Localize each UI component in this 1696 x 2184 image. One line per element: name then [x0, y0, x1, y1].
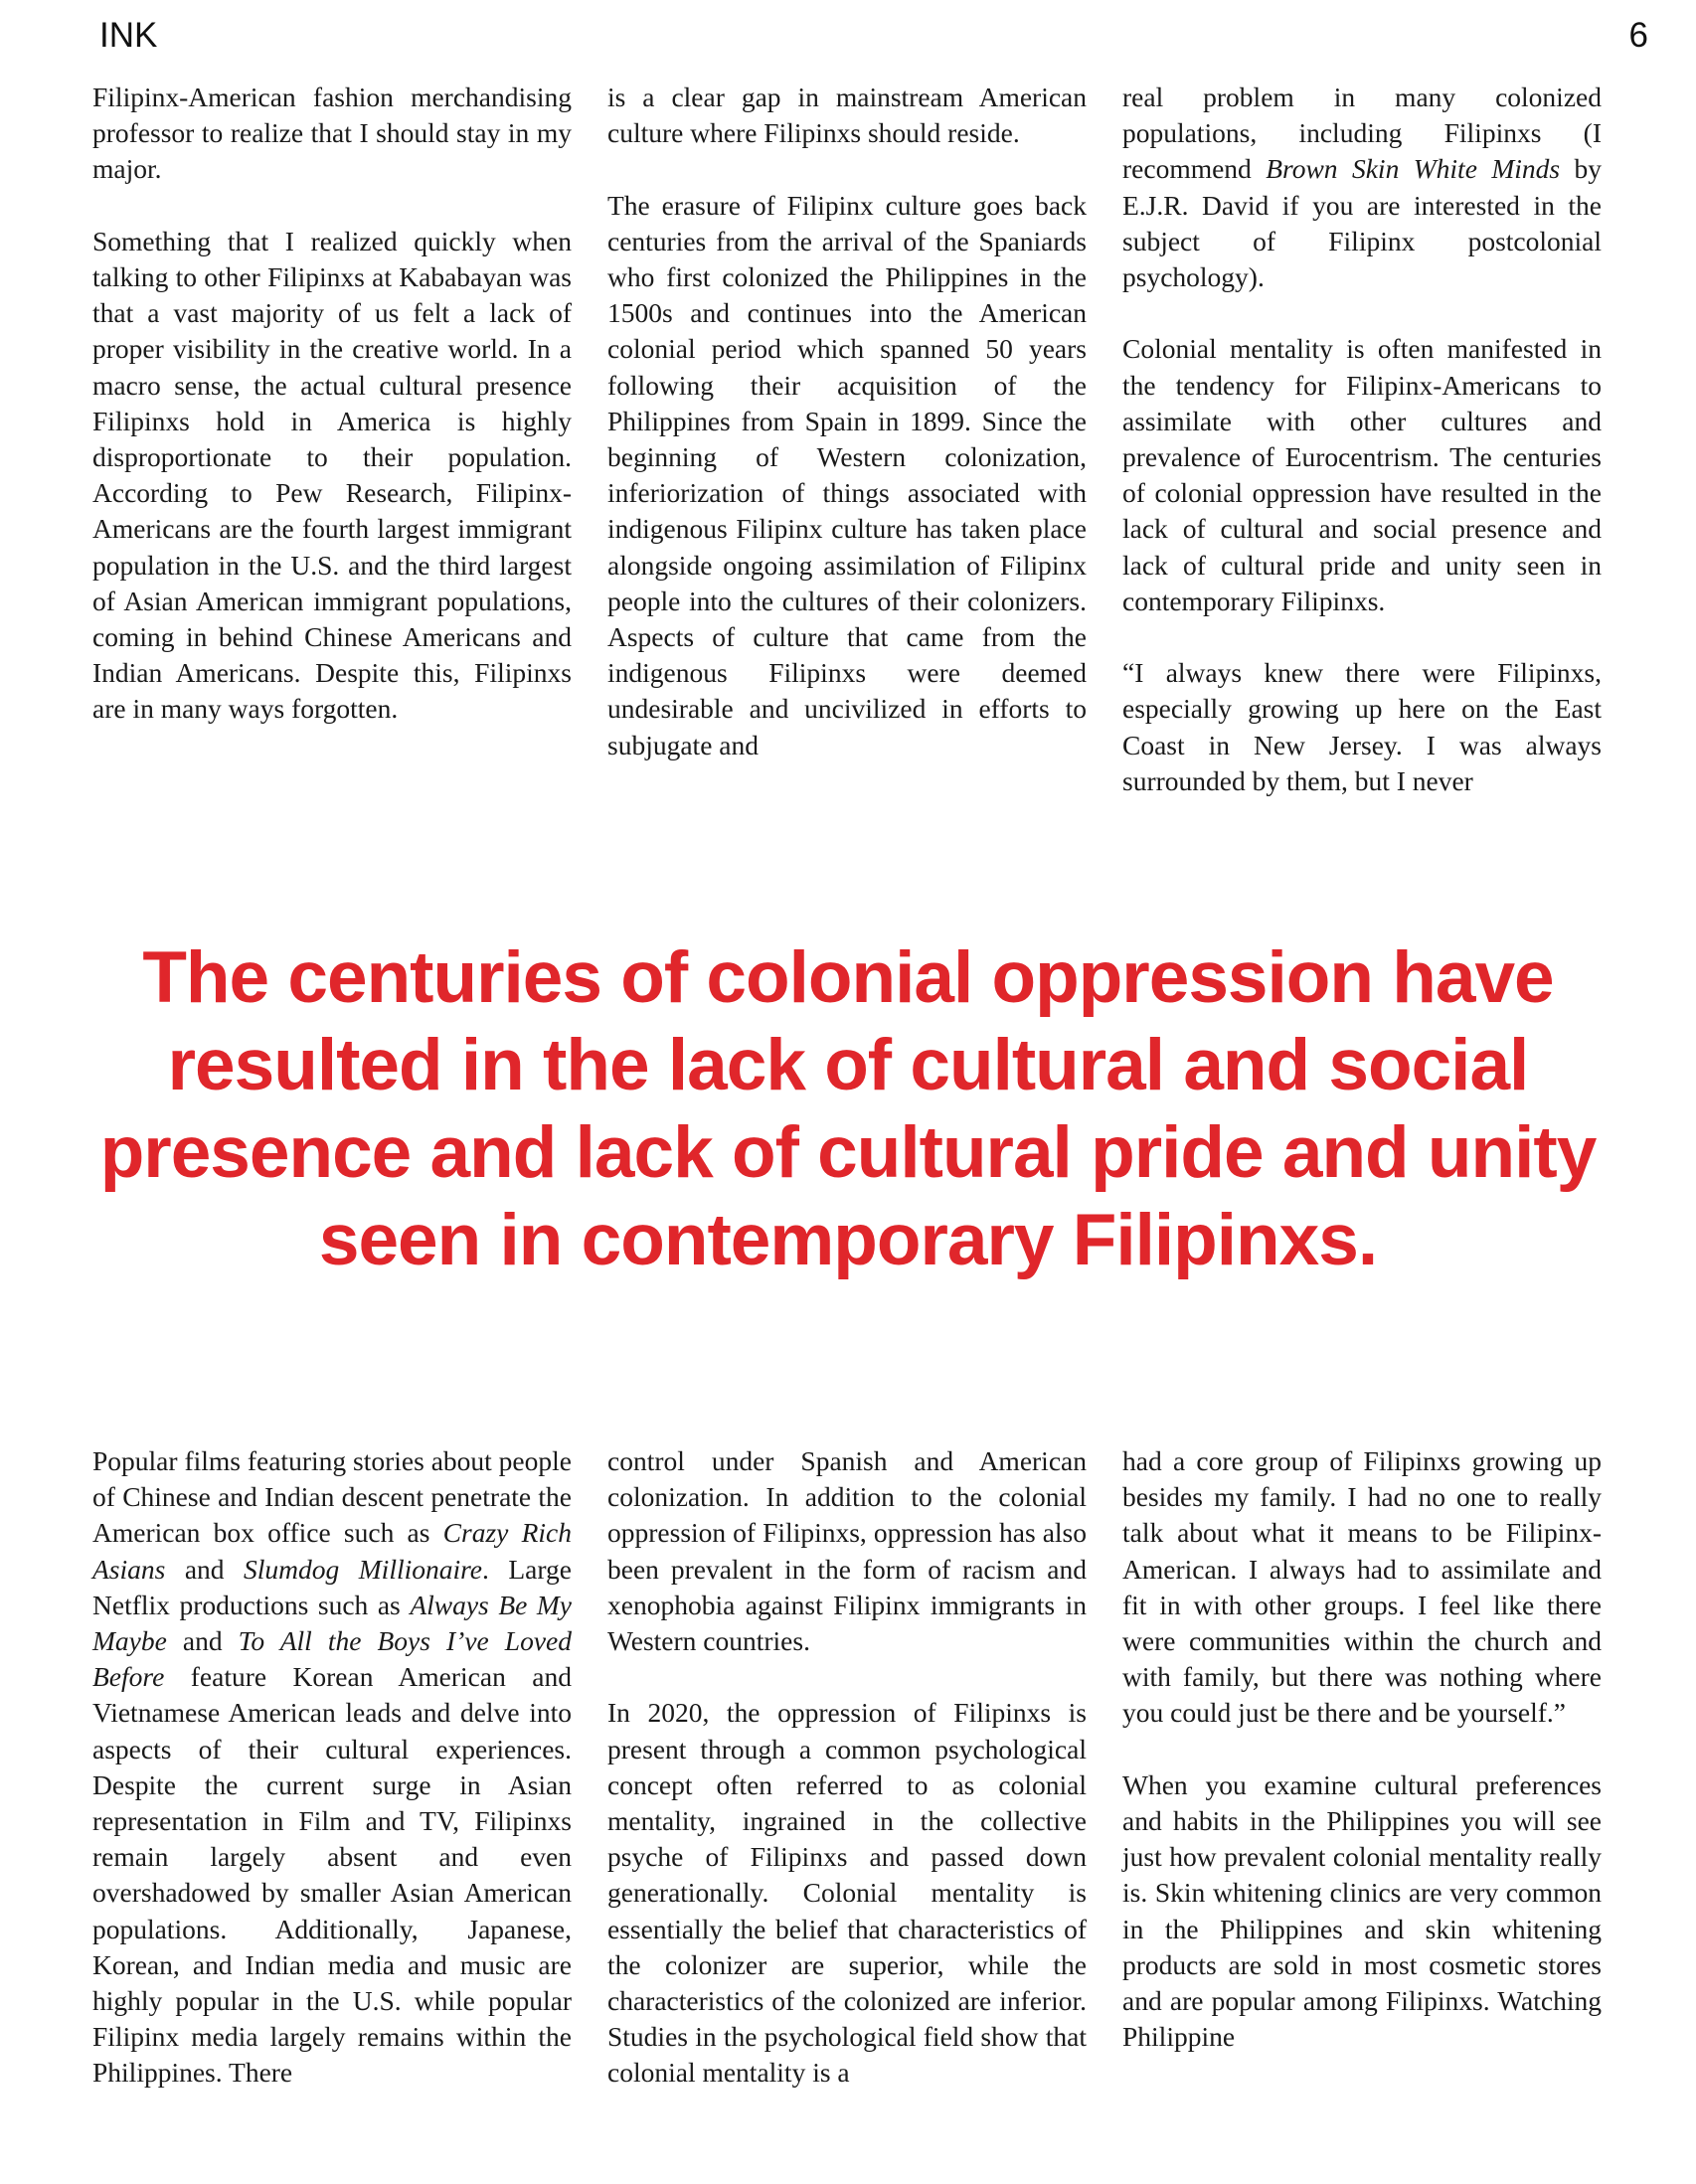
top-columns [92, 80, 1603, 799]
paragraph: In 2020, the oppression of Filipinxs is present through a common psychological concept often referred to as colonial mentality, ingrained in the collective psyche of Filipinxs and passed down generationally. Colonial mentality is essentially the belief that characteristics of the colonizer are superior, while the characteristics of the colonized are inferior. Studies in the psychological field show that colonial mentality is a [607, 1697, 1087, 2089]
paragraph: Colonial mentality is often manifested in the tendency for Filipinx-Americans to assimilate with other cultures and prevalence of Eurocentrism. The centuries of colonial oppression have resulted in the lack of cultural and social presence and lack of cultural pride and unity seen in contemporary Filipinxs. [1122, 333, 1602, 616]
film-title: Crazy Rich Asians [92, 1517, 572, 1585]
film-title: Slumdog Millionaire [244, 1553, 483, 1585]
film-title: Always Be My Maybe [92, 1589, 572, 1657]
paragraph: Filipinx-American fashion merchandising professor to realize that I should stay in my major. [92, 82, 572, 185]
text-run: by E.J.R. David if you are interested in the subject of Filipinx postcolonial psychology). [1122, 153, 1603, 293]
bottom-column-3 [1122, 1443, 1602, 2092]
publication-name: INK [99, 16, 158, 55]
text-run: and [166, 1625, 239, 1657]
paragraph: control under Spanish and American colonization. In addition to the colonial oppression of Filipinxs, oppression has also been prevalent in the form of racism and xenophobia against Filipinx immigrants in Western countries. [607, 1445, 1087, 1657]
film-title: To All the Boys I’ve Loved Before [92, 1625, 572, 1693]
paragraph: Something that I realized quickly when talking to other Filipinxs at Kababayan was that a vast majority of us felt a lack of proper visibility in the creative world. In a macro sense, the actual cultural presence Filipinxs hold in America is highly disproportionate to their population. According to Pew Research, Filipinx-Americans are the fourth largest immigrant population in the U.S. and the third largest of Asian American immigrant populations, coming in behind Chinese Americans and Indian Americans. Despite this, Filipinxs are in many ways forgotten. [92, 225, 572, 725]
text-run: Popular films featuring stories about people of Chinese and Indian descent penetrate the American box office such as [92, 1445, 572, 1549]
text-run: real problem in many colonized populations, including Filipinxs (I recommend [1122, 82, 1602, 185]
page-number: 6 [1628, 16, 1648, 55]
top-column-1 [92, 80, 572, 799]
paragraph: “I always knew there were Filipinxs, especially growing up here on the East Coast in New Jersey. I was always surrounded by them, but I never [1122, 657, 1602, 796]
paragraph: When you examine cultural preferences and habits in the Philippines you will see just how prevalent colonial mentality really is. Skin whitening clinics are very common in the Philippines and skin whitening products are sold in most cosmetic stores and are popular among Filipinxs. Watching Philippine [1122, 1768, 1602, 2053]
bottom-columns [92, 1443, 1603, 2092]
top-column-2 [607, 80, 1087, 799]
pull-quote: The centuries of colonial oppression have resulted in the lack of cultural and social presence and lack of cultural pride and unity seen in contemporary Filipinxs. [99, 937, 1597, 1280]
paragraph [1122, 80, 1602, 295]
paragraph: is a clear gap in mainstream American culture where Filipinxs should reside. [607, 82, 1087, 149]
paragraph: had a core group of Filipinxs growing up besides my family. I had no one to really talk about what it means to be Filipinx-American. I always had to assimilate and fit in with other groups. I feel like there were communities within the church and with family, but there was nothing where you could just be there and be yourself.” [1122, 1445, 1602, 1729]
bottom-column-1 [92, 1443, 572, 2092]
book-title: Brown Skin White Minds [1266, 153, 1561, 185]
text-run: . Large Netflix productions such as [92, 1553, 572, 1620]
bottom-column-2 [607, 1443, 1087, 2092]
text-run: feature Korean American and Vietnamese American leads and delve into aspects of their cultural experiences. Despite the current surge in Asian representation in Film and TV, Filipinxs remain largely absent and even overshadowed by smaller Asian American populations. Additionally, Japanese, Korean, and Indian media and music are highly popular in the U.S. while popular Filipinx media largely remains within the Philippines. There [92, 1661, 572, 2089]
paragraph: The erasure of Filipinx culture goes back centuries from the arrival of the Spaniards who first colonized the Philippines in the 1500s and continues into the American colonial period which spanned 50 years following their acquisition of the Philippines from Spain in 1899. Since the beginning of Western colonization, inferiorization of things associated with indigenous Filipinx culture has taken place alongside ongoing assimilation of Filipinx people into the cultures of their colonizers. Aspects of culture that came from the indigenous Filipinxs were deemed undesirable and uncivilized in efforts to subjugate and [607, 189, 1087, 760]
text-run: and [165, 1553, 245, 1585]
paragraph [92, 1443, 572, 2092]
top-column-3 [1122, 80, 1602, 799]
